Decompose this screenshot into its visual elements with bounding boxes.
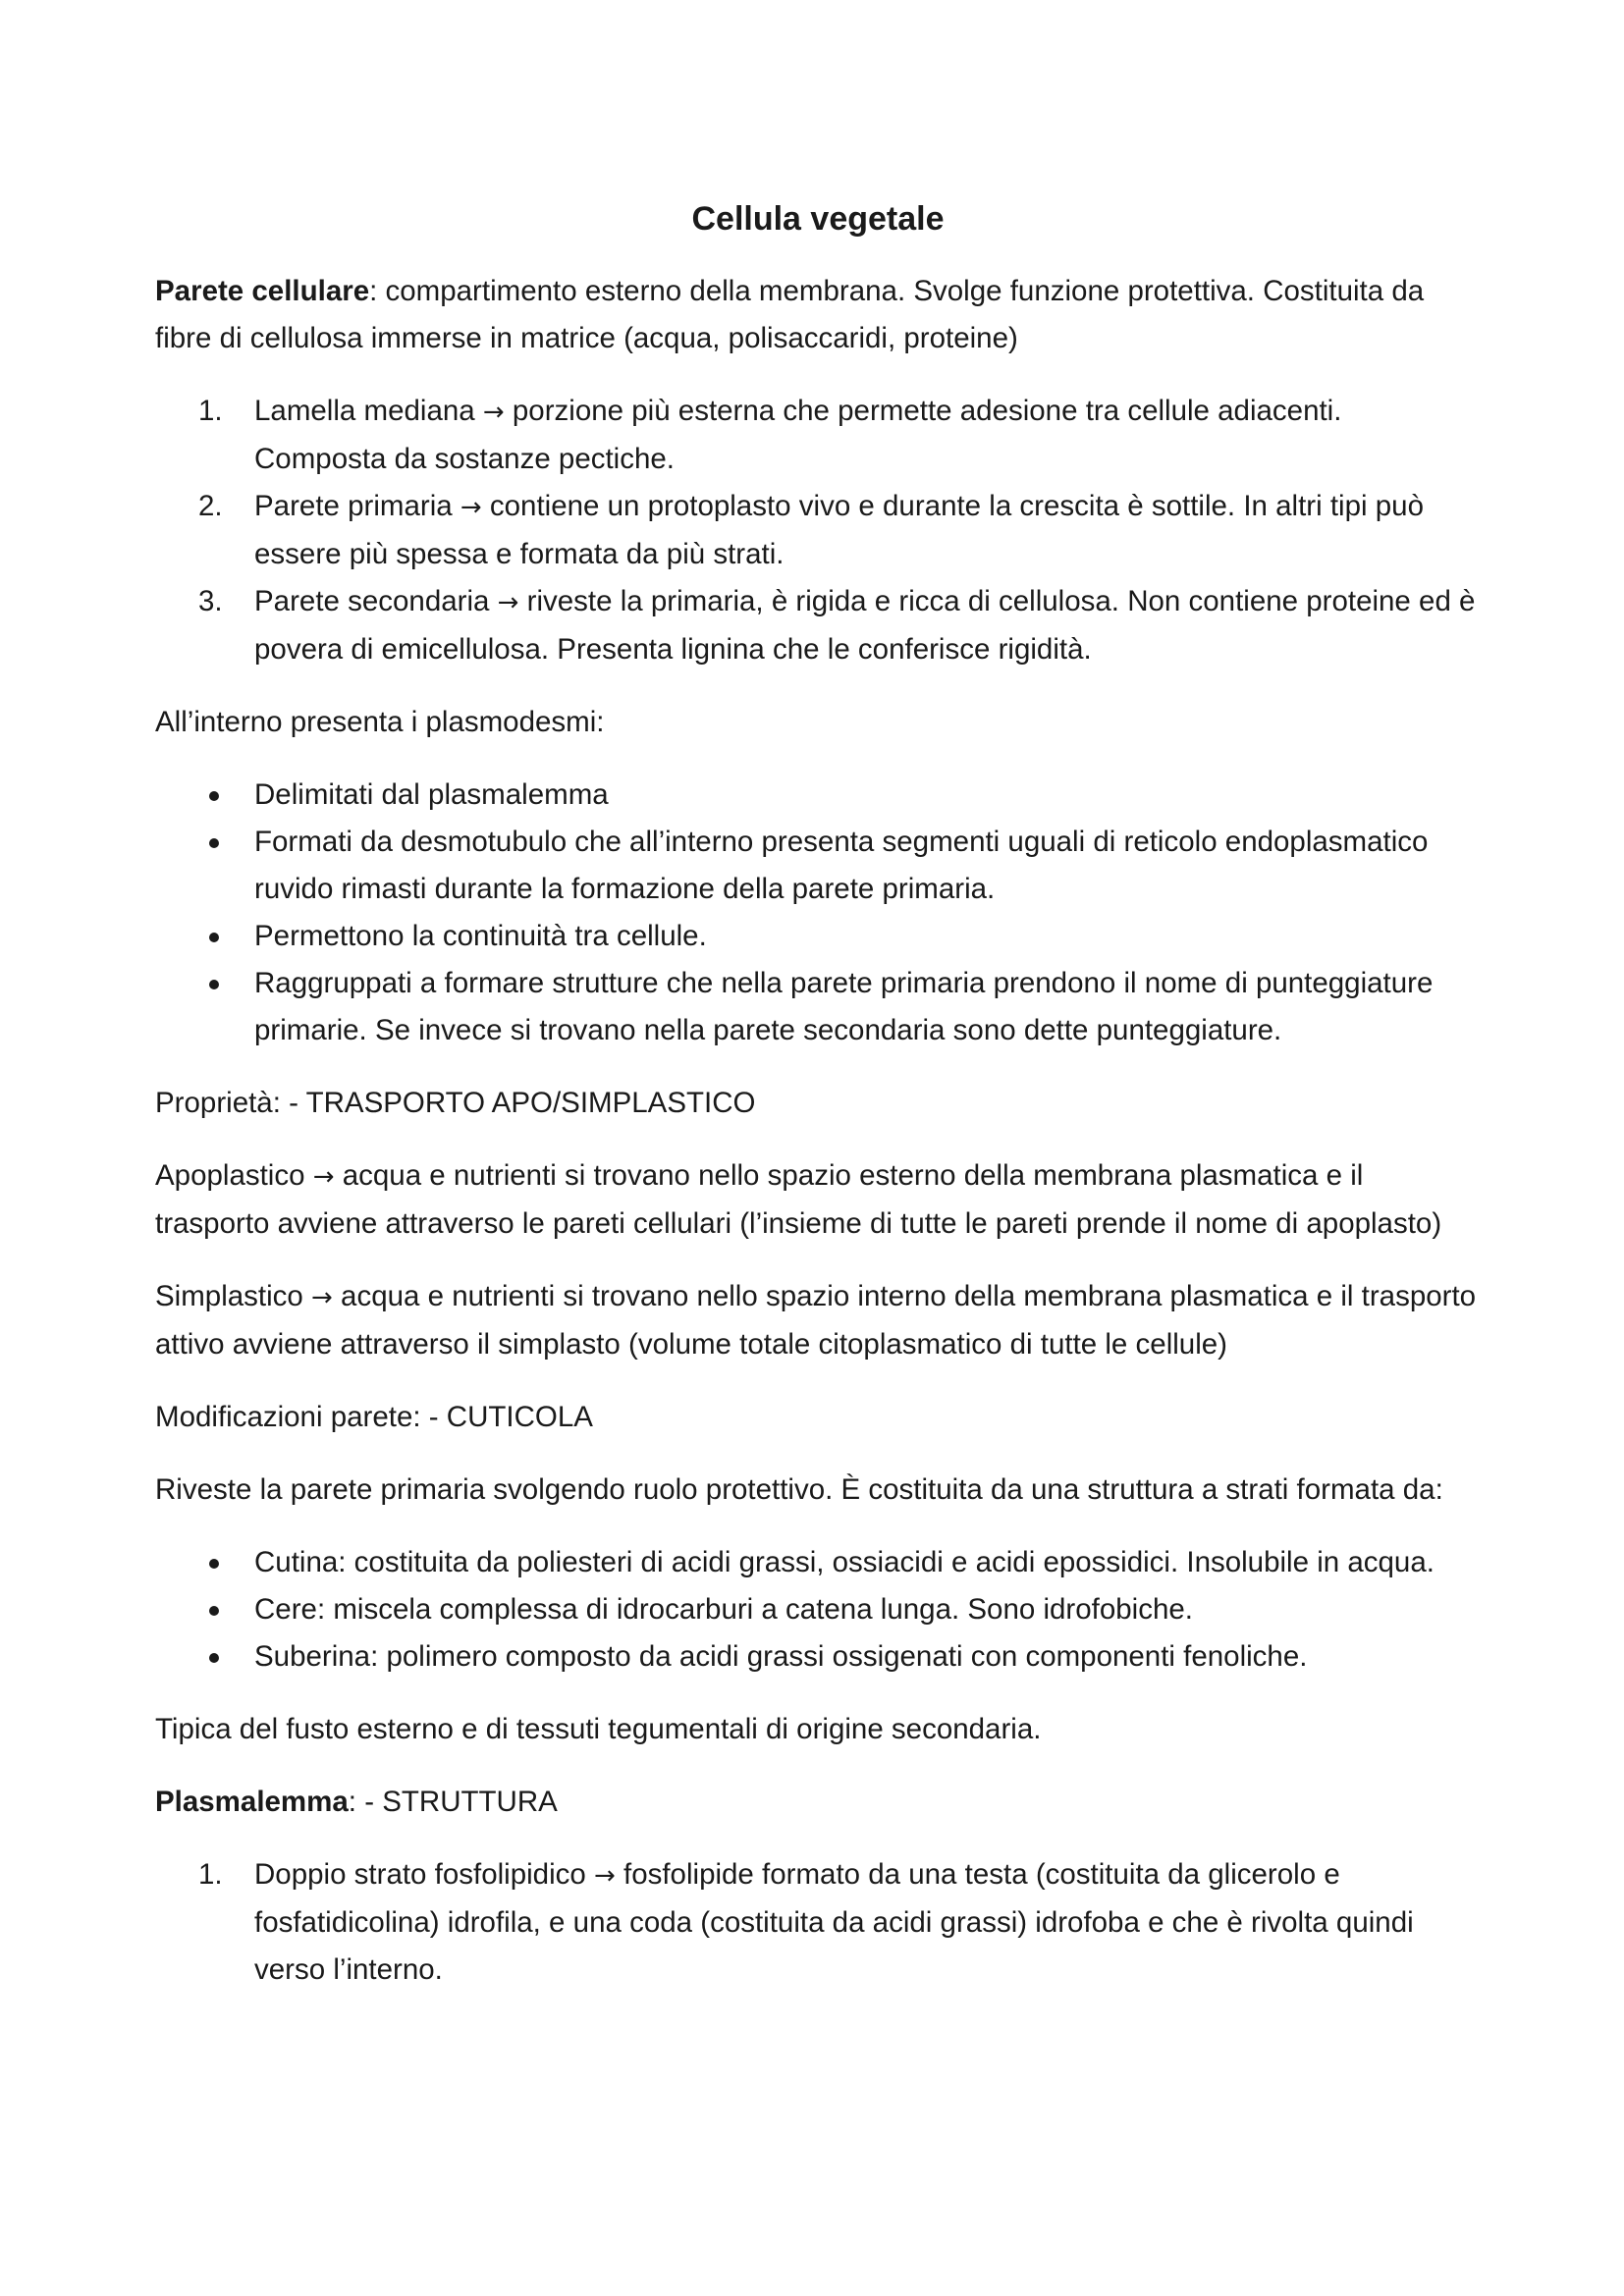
item-term: Parete primaria [254,490,453,522]
parete-text: : compartimento esterno della membrana. Svolge funzione protettiva. Costituita da fibre di cellulosa immerse in matrice (acqua, polisaccaridi, proteine) [155,275,1425,354]
arrow-icon: → [312,1162,335,1192]
list-item [155,772,1481,819]
item-text: Cutina: costituita da poliesteri di acidi grassi, ossiacidi e acidi epossidici. Insolubile in acqua. [254,1546,1435,1578]
item-text: contiene un protoplasto vivo e durante la crescita è sottile. In altri tipi può essere più spessa e formata da più strati. [254,490,1424,570]
bullet-icon [209,1653,219,1663]
list-item [155,388,1481,483]
list-item [155,1633,1481,1681]
list-item [155,483,1481,578]
plasmalemma-text: : - STRUTTURA [348,1786,558,1818]
arrow-icon: → [460,493,482,522]
apoplastico-text: acqua e nutrienti si trovano nello spazio esterno della membrana plasmatica e il trasporto avviene attraverso le pareti cellulari (l’insieme di tutte le pareti prende il nome di apoplasto) [155,1159,1442,1240]
simplastico-paragraph [155,1273,1481,1368]
parete-list [155,388,1481,673]
item-text: porzione più esterna che permette adesione tra cellule adiacenti. Composta da sostanze pectiche. [254,395,1342,475]
arrow-icon: → [311,1283,333,1312]
list-item [155,913,1481,960]
list-item [155,578,1481,673]
list-item [155,1539,1481,1586]
page-title: Cellula vegetale [691,200,945,238]
bullet-icon [209,791,219,801]
item-text: fosfolipide formato da una testa (costituita da glicerolo e fosfatidicolina) idrofila, e una coda (costituita da acidi grassi) idrofoba e che è rivolta quindi verso l’interno. [254,1858,1414,1986]
plasmalemma-label: Plasmalemma [155,1786,349,1818]
bullet-icon [209,1606,219,1616]
parete-label: Parete cellulare [155,275,370,307]
item-term: Lamella mediana [254,395,475,427]
list-item [155,1851,1481,1994]
bullet-icon [209,1559,219,1569]
list-number: 3. [198,585,223,617]
modificazioni-heading: Modificazioni parete: - CUTICOLA [155,1401,593,1433]
plasmalemma-list [155,1851,1481,1994]
list-number: 1. [198,395,223,427]
simplastico-term: Simplastico [155,1280,303,1312]
cuticola-list [155,1539,1481,1681]
list-item [155,819,1481,913]
item-text: Permettono la continuità tra cellule. [254,920,707,952]
tipica-paragraph: Tipica del fusto esterno e di tessuti tegumentali di origine secondaria. [155,1713,1042,1745]
item-text: Cere: miscela complessa di idrocarburi a catena lunga. Sono idrofobiche. [254,1593,1193,1626]
item-term: Parete secondaria [254,585,490,617]
item-text: Formati da desmotubulo che all’interno presenta segmenti uguali di reticolo endoplasmatico ruvido rimasti durante la formazione della parete primaria. [254,826,1429,905]
arrow-icon: → [594,1861,616,1891]
list-number: 1. [198,1858,223,1891]
parete-paragraph [155,268,1481,362]
bullet-icon [209,838,219,848]
arrow-icon: → [497,588,519,617]
item-text: Delimitati dal plasmalemma [254,778,609,811]
plasmodesmi-intro: All’interno presenta i plasmodesmi: [155,706,605,738]
apoplastico-term: Apoplastico [155,1159,305,1192]
item-text: Suberina: polimero composto da acidi grassi ossigenati con componenti fenoliche. [254,1640,1308,1673]
apoplastico-paragraph [155,1152,1481,1248]
plasmodesmi-list [155,772,1481,1054]
list-item [155,1586,1481,1633]
arrow-icon: → [482,398,505,427]
cuticola-intro: Riveste la parete primaria svolgendo ruolo protettivo. È costituita da una struttura a strati formata da: [155,1473,1443,1506]
simplastico-text: acqua e nutrienti si trovano nello spazio interno della membrana plasmatica e il trasporto attivo avviene attraverso il simplasto (volume totale citoplasmatico di tutte le cellule) [155,1280,1477,1361]
plasmalemma-paragraph [155,1779,1481,1826]
bullet-icon [209,980,219,989]
list-item [155,960,1481,1054]
bullet-icon [209,933,219,942]
item-text: Raggruppati a formare strutture che nella parete primaria prendono il nome di punteggiature primarie. Se invece si trovano nella parete secondaria sono dette punteggiature. [254,967,1434,1046]
document-page [155,191,1481,2019]
item-term: Doppio strato fosfolipidico [254,1858,586,1891]
item-text: riveste la primaria, è rigida e ricca di cellulosa. Non contiene proteine ed è povera di emicellulosa. Presenta lignina che le conferisce rigidità. [254,585,1476,666]
list-number: 2. [198,490,223,522]
proprieta-heading: Proprietà: - TRASPORTO APO/SIMPLASTICO [155,1087,756,1119]
